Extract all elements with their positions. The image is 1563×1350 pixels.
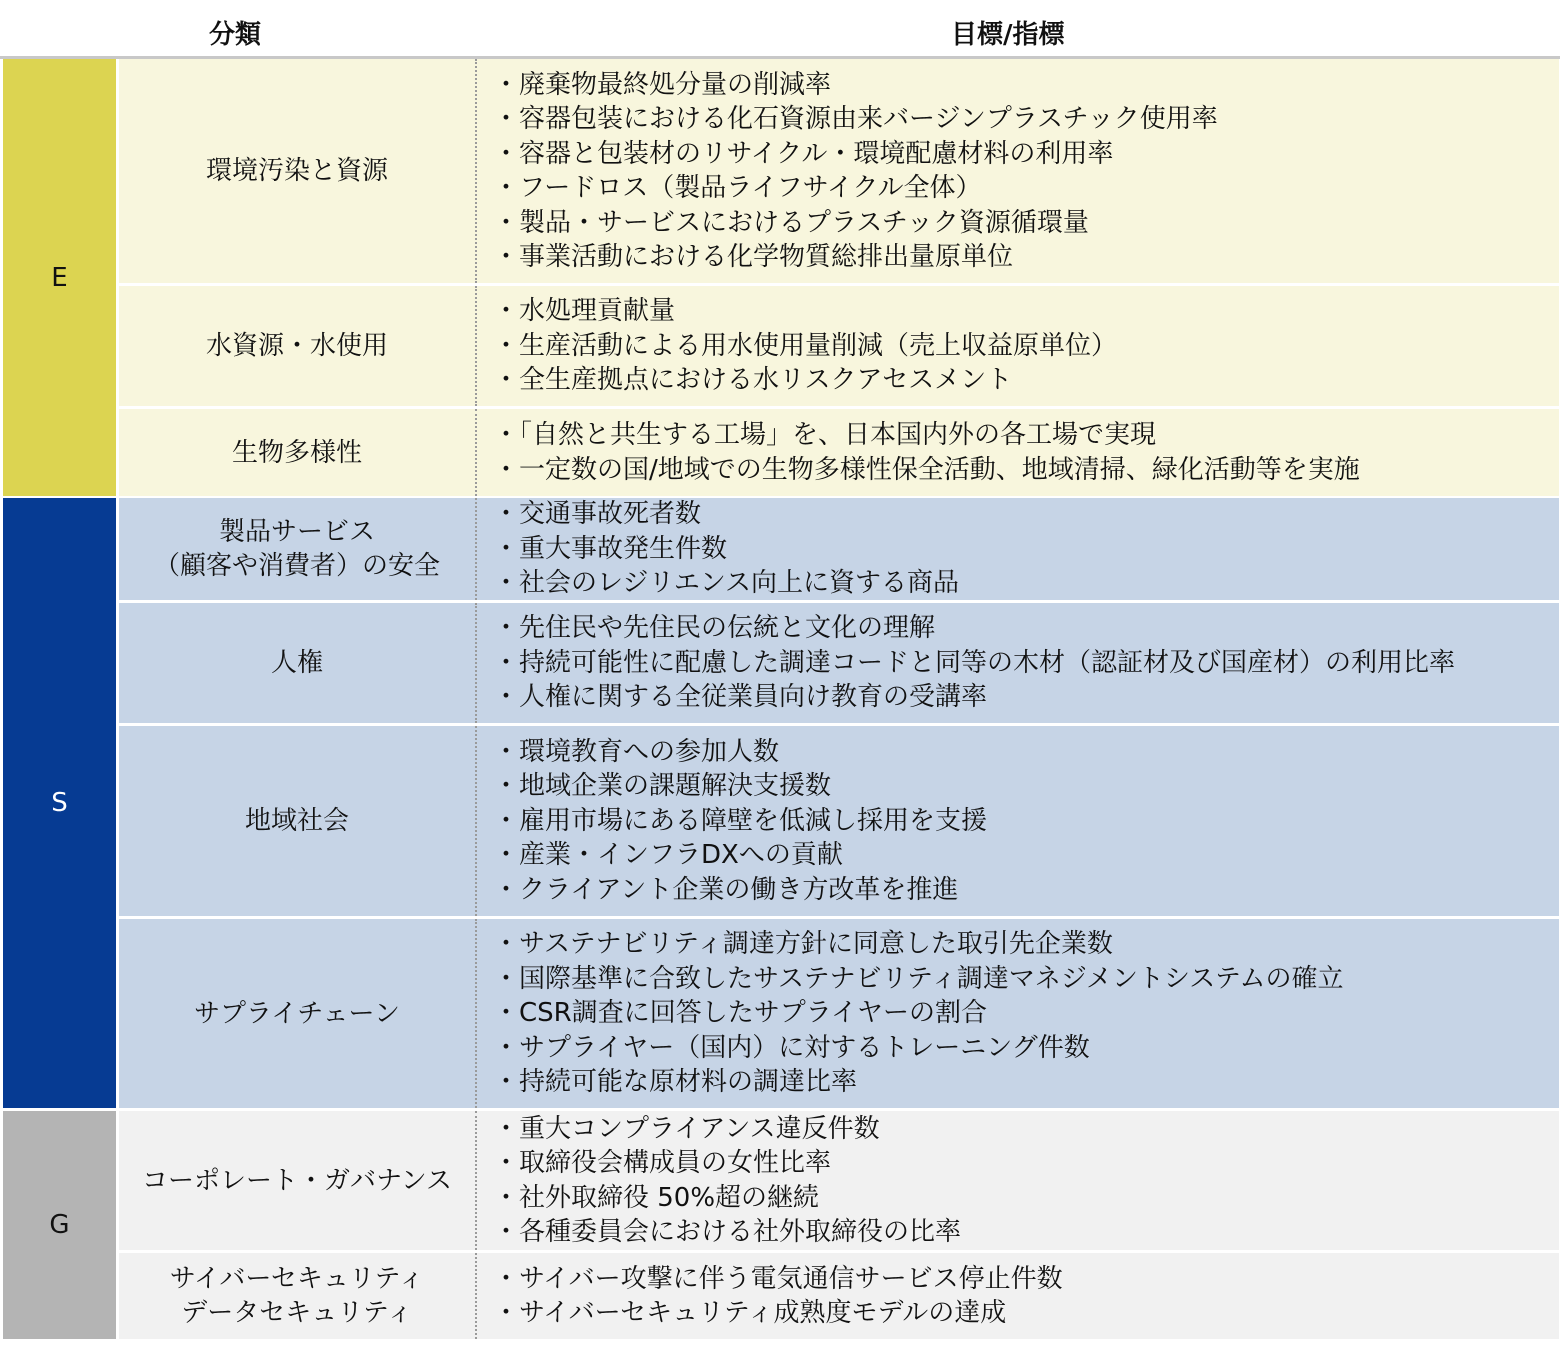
header-category: 分類 [209, 20, 262, 50]
indicator-cell [493, 603, 1455, 723]
indicator-item: ・国際基準に合致したサステナビリティ調達マネジメントシステムの確立 [493, 963, 1344, 994]
table-row [119, 409, 1559, 496]
category-cell [119, 498, 475, 600]
category-label: サイバーセキュリティ [169, 1264, 425, 1294]
indicator-cell [493, 59, 1218, 283]
indicator-cell [493, 919, 1343, 1108]
indicator-item: ・水処理貢献量 [493, 296, 676, 327]
column-divider [475, 1253, 477, 1339]
column-divider [475, 59, 477, 283]
indicator-item: ・容器と包装材のリサイクル・環境配慮材料の利用率 [493, 138, 1114, 169]
indicator-item: ・持続可能性に配慮した調達コードと同等の木材（認証材及び国産材）の利用比率 [493, 647, 1456, 678]
indicator-cell [493, 498, 959, 600]
indicator-item: ・CSR調査に回答したサプライヤーの割合 [493, 998, 987, 1029]
indicator-item: ・取締役会構成員の女性比率 [493, 1148, 832, 1178]
indicator-item: ・クライアント企業の働き方改革を推進 [493, 874, 959, 905]
table-row [119, 919, 1559, 1108]
category-label: 製品サービス [218, 517, 375, 547]
column-divider [475, 1111, 477, 1250]
section-tag-s: S [3, 498, 116, 1108]
indicator-item: ・生産活動による用水使用量削減（売上収益原単位） [493, 330, 1118, 361]
indicator-item: ・産業・インフラDXへの貢献 [493, 840, 843, 871]
category-label: 水資源・水使用 [205, 331, 388, 361]
category-label: コーポレート・ガバナンス [142, 1165, 452, 1196]
indicator-item: ・持続可能な原材料の調達比率 [493, 1067, 858, 1098]
indicator-cell [493, 409, 1360, 496]
indicator-item: ・先住民や先住民の伝統と文化の理解 [493, 613, 936, 644]
section-e [3, 59, 1559, 496]
section-s [3, 498, 1559, 1108]
table-row [119, 1253, 1559, 1339]
indicator-item: ・全生産拠点における水リスクアセスメント [493, 365, 1013, 396]
category-label: 人権 [270, 648, 323, 678]
section-rows [119, 498, 1559, 1108]
column-divider [475, 286, 477, 406]
column-divider [475, 919, 477, 1108]
column-divider [475, 409, 477, 496]
indicator-item: ・社外取締役 50%超の継続 [493, 1182, 820, 1213]
indicator-item: ・重大コンプライアンス違反件数 [493, 1113, 880, 1144]
category-cell [119, 1253, 475, 1339]
indicator-item: ・サイバー攻撃に伴う電気通信サービス停止件数 [493, 1263, 1063, 1294]
indicator-item: ・サイバーセキュリティ成熟度モデルの達成 [493, 1298, 1007, 1328]
category-cell [119, 1111, 475, 1250]
indicator-item: ・一定数の国/地域での生物多様性保全活動、地域清掃、緑化活動等を実施 [493, 454, 1360, 485]
category-cell [119, 603, 475, 723]
category-label: （顧客や消費者）の安全 [153, 551, 440, 581]
table-row [119, 286, 1559, 406]
header-indicator: 目標/指標 [951, 20, 1065, 50]
category-cell [119, 726, 475, 916]
indicator-item: ・事業活動における化学物質総排出量原単位 [493, 242, 1014, 272]
indicator-item: ・容器包装における化石資源由来バージンプラスチック使用率 [493, 104, 1218, 134]
column-divider [475, 498, 477, 600]
indicator-cell [493, 1253, 1063, 1339]
table-row [119, 498, 1559, 600]
indicator-cell [493, 1111, 961, 1250]
table-row [119, 603, 1559, 723]
table-header [0, 0, 1560, 59]
category-cell [119, 409, 475, 496]
indicator-item: ・各種委員会における社外取締役の比率 [493, 1217, 962, 1247]
indicator-cell [493, 726, 987, 916]
section-tag-g: G [3, 1111, 116, 1339]
indicator-item: ・廃棄物最終処分量の削減率 [493, 69, 832, 100]
indicator-cell [493, 286, 1117, 406]
indicator-item: ・サプライヤー（国内）に対するトレーニング件数 [493, 1032, 1090, 1063]
table-row [119, 59, 1559, 283]
category-cell [119, 59, 475, 283]
category-label: サプライチェーン [194, 998, 400, 1029]
category-cell [119, 919, 475, 1108]
category-cell [119, 286, 475, 406]
section-rows [119, 59, 1559, 496]
column-divider [475, 726, 477, 916]
section-rows [119, 1111, 1559, 1339]
category-label: データセキュリティ [181, 1298, 413, 1328]
table-row [119, 1111, 1559, 1250]
indicator-item: ・フードロス（製品ライフサイクル全体） [493, 173, 982, 203]
table-row [119, 726, 1559, 916]
indicator-item: ・「自然と共生する工場」を、日本国内外の各工場で実現 [493, 420, 1157, 450]
category-label: 環境汚染と資源 [205, 156, 388, 186]
indicator-item: ・重大事故発生件数 [493, 533, 728, 564]
indicator-item: ・サステナビリティ調達方針に同意した取引先企業数 [493, 929, 1113, 960]
category-label: 地域社会 [244, 806, 349, 836]
indicator-item: ・交通事故死者数 [493, 499, 702, 530]
section-tag-e: E [3, 59, 116, 496]
indicator-item: ・製品・サービスにおけるプラスチック資源循環量 [493, 207, 1089, 238]
indicator-item: ・地域企業の課題解決支援数 [493, 771, 832, 802]
indicator-item: ・人権に関する全従業員向け教育の受講率 [493, 682, 988, 713]
indicator-item: ・雇用市場にある障壁を低減し採用を支援 [493, 805, 988, 836]
indicator-item: ・環境教育への参加人数 [493, 736, 780, 767]
section-g [3, 1111, 1559, 1339]
category-label: 生物多様性 [231, 437, 362, 468]
column-divider [475, 603, 477, 723]
indicator-item: ・社会のレジリエンス向上に資する商品 [493, 568, 960, 599]
